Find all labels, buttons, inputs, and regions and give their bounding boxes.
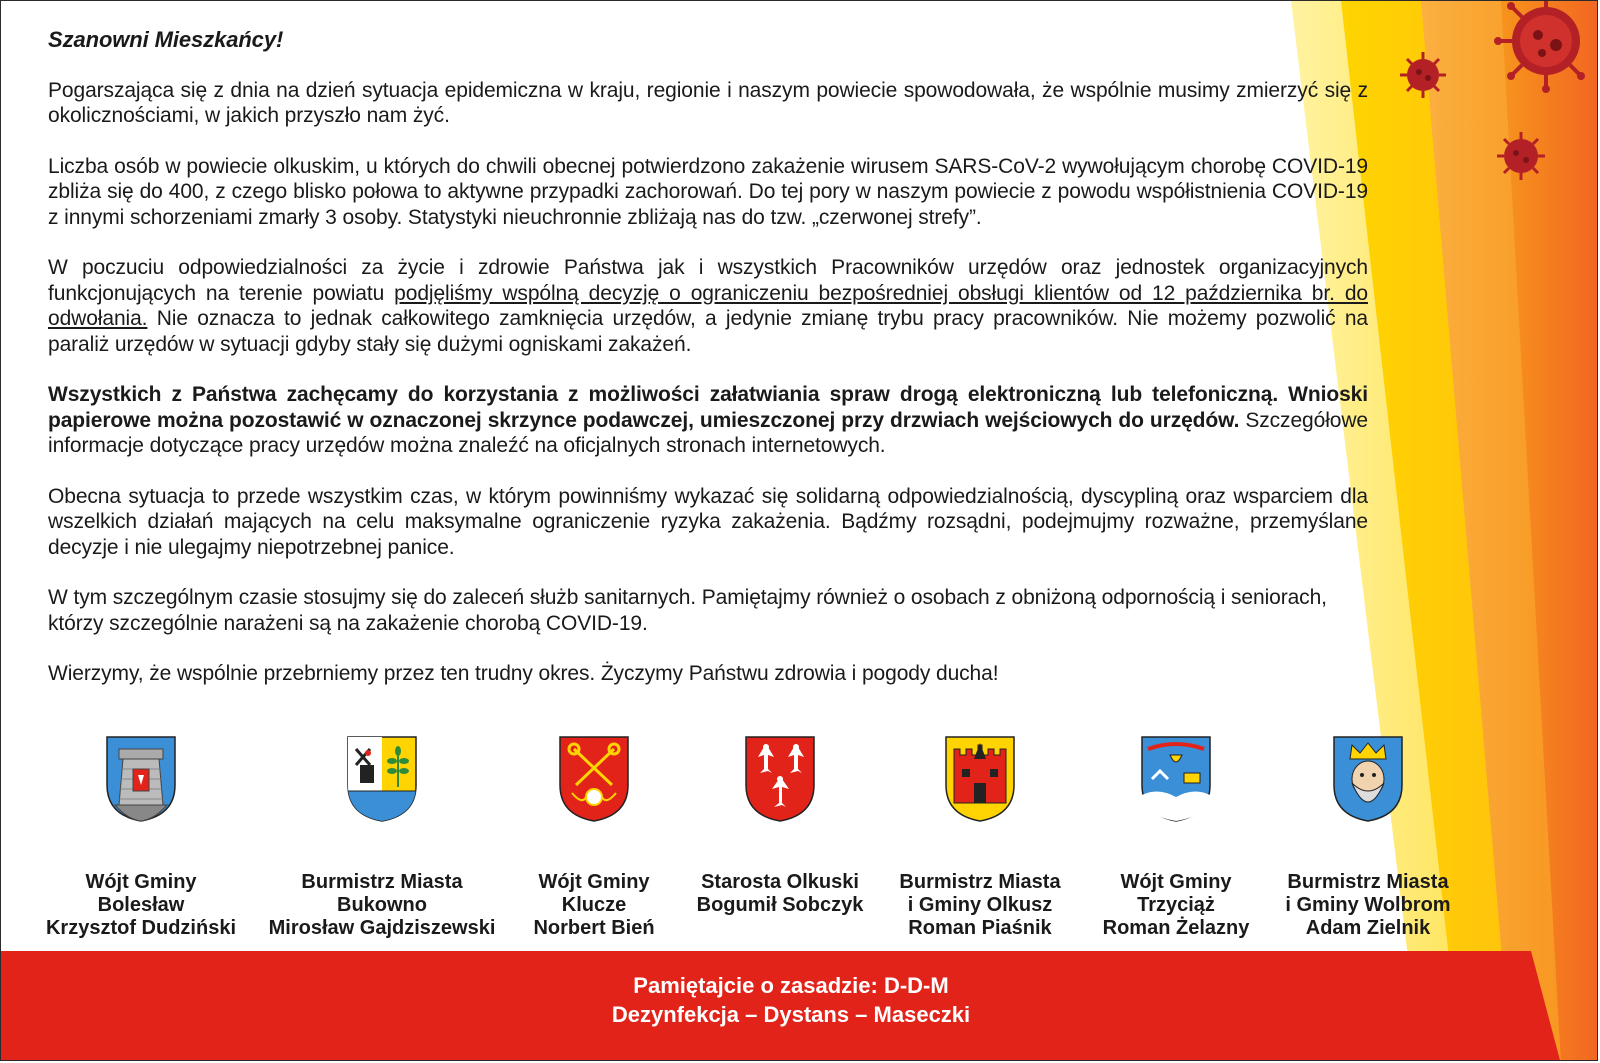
signatory-office: Bogumił Sobczyk	[696, 894, 864, 916]
signatory	[26, 735, 256, 940]
paragraph-5: Obecna sytuacja to przede wszystkim czas, w którym powinniśmy wykazać się solidarną odpowiedzialnością, dyscypliną oraz wsparciem dla wszelkich działań mających na celu maksymalne ograniczenie ryzyka zakażenia. Bądźmy rozsądni, podejmujmy rozważne, przemyślane decyzje i nie ulegajmy niepotrzebnej panice.	[48, 484, 1368, 559]
signatory-caption	[267, 871, 497, 940]
paragraph-4	[48, 382, 1368, 459]
paragraph-3	[48, 255, 1368, 357]
virus-icon	[1497, 132, 1545, 180]
signatory	[665, 735, 895, 917]
signatory-title: Wójt Gminy	[85, 871, 197, 893]
wolbrom-crest	[1332, 735, 1404, 823]
signatory-title: Burmistrz Miasta	[899, 871, 1061, 893]
trzyciaz-crest	[1140, 735, 1212, 823]
signatory-name: Adam Zielnik	[1305, 917, 1431, 939]
signatory	[1253, 735, 1483, 940]
signatory-office: i Gminy Olkusz	[907, 894, 1053, 916]
signatory-office: Bolesław	[97, 894, 185, 916]
signatory-title: Burmistrz Miasta	[301, 871, 463, 893]
signatory-office: Bukowno	[337, 894, 427, 916]
signatory-caption	[665, 871, 895, 917]
paragraph-1: Pogarszająca się z dnia na dzień sytuacja epidemiczna w kraju, regionie i naszym powiecie spowodowała, że wspólnie musimy zmierzyć się z okolicznościami, w jakich przyszło nam żyć.	[48, 78, 1368, 127]
banner-line-2: Dezynfekcja – Dystans – Maseczki	[611, 1002, 971, 1027]
signatory-title: Wójt Gminy	[538, 871, 650, 893]
decision-underlined: podjęliśmy wspólną decyzję o ograniczeniu bezpośredniej obsługi klientów od 12 października br. do odwołania.	[48, 281, 1368, 330]
banner-line-1: Pamiętajcie o zasadzie: D-D-M	[633, 973, 949, 998]
signatory-name: Roman Żelazny	[1102, 917, 1250, 939]
bold-appeal: Wszystkich z Państwa zachęcamy do korzystania z możliwości załatwiania spraw drogą elektroniczną lub telefoniczną. Wnioski papierowe można pozostawić w oznaczonej skrzynce podawczej, umieszczonej przy drzwiach wejściowych do urzędów.	[48, 383, 1368, 432]
signatory-office: Klucze	[561, 894, 627, 916]
signatory-office: Trzyciąż	[1137, 894, 1215, 916]
signatories	[31, 735, 1471, 939]
olkusz-county-crest	[744, 735, 816, 823]
klucze-crest	[558, 735, 630, 823]
paragraph-3-start: W poczuciu odpowiedzialności za życie i zdrowie Państwa jak i wszystkich Pracowników urzędów oraz jednostek organizacyjnych funkcjonujących na terenie powiatu	[48, 256, 1368, 305]
paragraph-2: Liczba osób w powiecie olkuskim, u których do chwili obecnej potwierdzono zakażenie wirusem SARS-CoV-2 wywołującym chorobę COVID-19 zbliża się do 400, z czego blisko połowa to aktywne przypadki zachorowań. Do tej pory w naszym powiecie z powodu współistnienia COVID-19 z innymi schorzeniami zmarły 3 osoby. Statystyki nieuchronnie zbliżają nas do tzw. „czerwonej strefy”.	[48, 154, 1368, 229]
paragraph-3-end: Nie oznacza to jednak całkowitego zamknięcia urzędów, a jedynie zmianę trybu pracy pracowników. Nie możemy pozwolić na paraliż urzędów w sytuacji gdyby stały się dużymi ogniskami zakażeń.	[48, 307, 1368, 356]
signatory-title: Burmistrz Miasta	[1287, 871, 1449, 893]
signatory-name: Mirosław Gajdziszewski	[268, 917, 496, 939]
boleslaw-crest	[105, 735, 177, 823]
signatory	[267, 735, 497, 940]
paragraph-4-rest: Szczegółowe informacje dotyczące pracy urzędów można znaleźć na oficjalnych stronach internetowych.	[48, 408, 1368, 457]
bukowno-crest	[346, 735, 418, 823]
signatory-caption	[26, 871, 256, 940]
signatory-caption	[1253, 871, 1483, 940]
signatory-title: Wójt Gminy	[1120, 871, 1232, 893]
signatory-title: Starosta Olkuski	[701, 871, 859, 893]
signatory-name: Roman Piaśnik	[908, 917, 1052, 939]
greeting: Szanowni Mieszkańcy!	[48, 27, 284, 52]
paragraph-7: Wierzymy, że wspólnie przebrniemy przez ten trudny okres. Życzymy Państwu zdrowia i pogody ducha!	[48, 662, 999, 685]
ddm-banner	[1, 971, 1581, 1029]
olkusz-crest	[944, 735, 1016, 823]
signatory-name: Norbert Bień	[533, 917, 655, 939]
paragraph-6: W tym szczególnym czasie stosujmy się do zaleceń służb sanitarnych. Pamiętajmy również o osobach z obniżoną odpornością i seniorach, którzy szczególnie narażeni są na zakażenie chorobą COVID-19.	[48, 586, 1327, 635]
signatory-office: i Gminy Wolbrom	[1285, 894, 1451, 916]
signatory-name: Krzysztof Dudziński	[45, 917, 237, 939]
letter-body	[48, 27, 1368, 712]
